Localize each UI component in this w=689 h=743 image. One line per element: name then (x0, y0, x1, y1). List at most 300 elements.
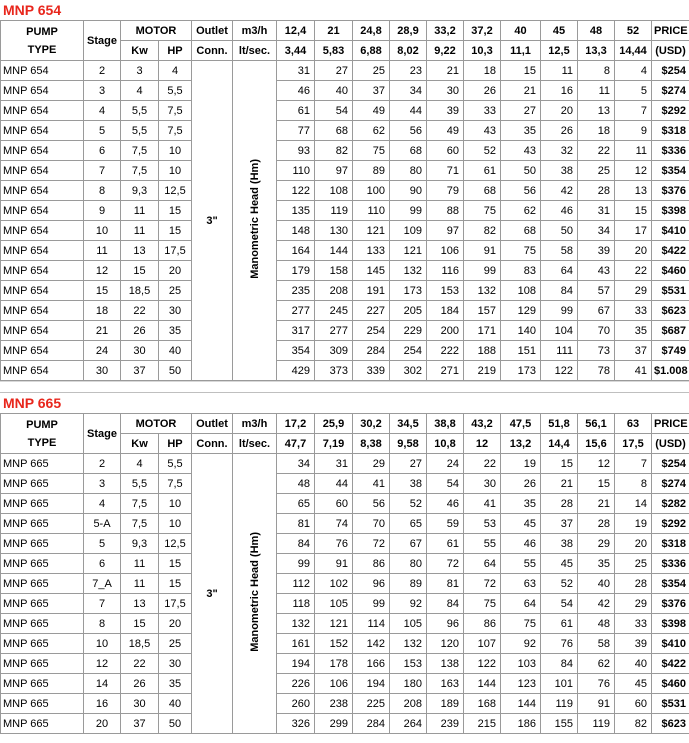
table-row (1, 634, 689, 654)
price-cell: $274 (652, 474, 689, 494)
head-value: 186 (501, 714, 541, 734)
head-value: 184 (427, 301, 464, 321)
table-row (1, 594, 689, 614)
stage-cell: 21 (84, 321, 121, 341)
manometric-head-cell (233, 454, 277, 734)
head-value: 111 (541, 341, 578, 361)
kw-cell: 4 (121, 81, 159, 101)
stage-cell: 16 (84, 694, 121, 714)
head-value: 99 (277, 554, 315, 574)
head-value: 215 (464, 714, 501, 734)
table-row (1, 141, 689, 161)
flow-m3h-value: 63 (615, 414, 652, 434)
table-row (1, 121, 689, 141)
motor-header: MOTOR (121, 21, 192, 41)
head-value: 120 (427, 634, 464, 654)
head-value: 99 (390, 201, 427, 221)
stage-cell: 18 (84, 301, 121, 321)
stage-cell: 3 (84, 474, 121, 494)
stage-cell: 15 (84, 281, 121, 301)
head-value: 39 (578, 241, 615, 261)
stage-cell: 2 (84, 61, 121, 81)
head-value: 108 (315, 181, 353, 201)
head-value: 61 (464, 161, 501, 181)
stage-cell: 11 (84, 241, 121, 261)
head-value: 7 (615, 454, 652, 474)
model-cell: MNP 665 (1, 554, 84, 574)
head-value: 25 (578, 161, 615, 181)
head-value: 22 (615, 261, 652, 281)
table-row (1, 574, 689, 594)
price-cell: $460 (652, 674, 689, 694)
price-cell: $398 (652, 201, 689, 221)
hp-cell: 40 (159, 694, 192, 714)
hp-cell: 50 (159, 361, 192, 381)
head-value: 61 (427, 534, 464, 554)
head-value: 82 (464, 221, 501, 241)
head-value: 19 (615, 514, 652, 534)
price-cell: $354 (652, 574, 689, 594)
head-value: 50 (541, 221, 578, 241)
stage-cell: 6 (84, 141, 121, 161)
flow-m3h-value: 45 (541, 21, 578, 41)
stage-cell: 4 (84, 101, 121, 121)
model-cell: MNP 665 (1, 474, 84, 494)
flow-m3h-value: 21 (315, 21, 353, 41)
table-row (1, 534, 689, 554)
head-value: 26 (541, 121, 578, 141)
head-value: 58 (578, 634, 615, 654)
kw-cell: 5,5 (121, 474, 159, 494)
header-row-1 (1, 21, 689, 41)
model-cell: MNP 665 (1, 514, 84, 534)
head-value: 132 (390, 261, 427, 281)
head-value: 8 (615, 474, 652, 494)
model-cell: MNP 665 (1, 574, 84, 594)
section-title: MNP 665 (3, 395, 62, 411)
head-value: 161 (277, 634, 315, 654)
flow-lts-value: 9,22 (427, 41, 464, 61)
kw-cell: 37 (121, 361, 159, 381)
kw-cell: 11 (121, 554, 159, 574)
model-cell: MNP 654 (1, 61, 84, 81)
head-value: 13 (615, 181, 652, 201)
hp-cell: 5,5 (159, 81, 192, 101)
price-cell: $531 (652, 281, 689, 301)
price-cell: $422 (652, 654, 689, 674)
head-value: 15 (541, 454, 578, 474)
head-value: 284 (353, 714, 390, 734)
head-value: 68 (390, 141, 427, 161)
head-value: 84 (277, 534, 315, 554)
head-value: 153 (390, 654, 427, 674)
head-value: 52 (390, 494, 427, 514)
manometric-head-label: Manometric Head (Hm) (248, 532, 261, 652)
head-value: 34 (578, 221, 615, 241)
price-cell: $460 (652, 261, 689, 281)
stage-cell: 2 (84, 454, 121, 474)
head-value: 132 (277, 614, 315, 634)
stage-cell: 14 (84, 674, 121, 694)
head-value: 18 (464, 61, 501, 81)
head-value: 35 (501, 494, 541, 514)
head-value: 277 (277, 301, 315, 321)
flow-m3h-value: 38,8 (427, 414, 464, 434)
head-value: 28 (578, 181, 615, 201)
head-value: 74 (315, 514, 353, 534)
head-value: 55 (501, 554, 541, 574)
flow-m3h-value: 30,2 (353, 414, 390, 434)
flow-m3h-value: 40 (501, 21, 541, 41)
table-row (1, 241, 689, 261)
hp-cell: 4 (159, 61, 192, 81)
head-value: 226 (277, 674, 315, 694)
head-value: 191 (353, 281, 390, 301)
head-value: 145 (353, 261, 390, 281)
head-value: 158 (315, 261, 353, 281)
model-cell: MNP 654 (1, 201, 84, 221)
table-row (1, 61, 689, 81)
outlet-value: 3" (192, 454, 233, 734)
stage-cell: 5 (84, 534, 121, 554)
head-value: 35 (578, 554, 615, 574)
kw-cell: 18,5 (121, 634, 159, 654)
head-value: 11 (615, 141, 652, 161)
head-value: 75 (501, 241, 541, 261)
flow-lts-value: 14,44 (615, 41, 652, 61)
table-row (1, 261, 689, 281)
head-value: 144 (315, 241, 353, 261)
kw-cell: 7,5 (121, 141, 159, 161)
head-value: 245 (315, 301, 353, 321)
head-value: 238 (315, 694, 353, 714)
table-row (1, 614, 689, 634)
head-value: 20 (615, 241, 652, 261)
head-value: 37 (615, 341, 652, 361)
head-value: 5 (615, 81, 652, 101)
head-value: 101 (541, 674, 578, 694)
head-value: 227 (353, 301, 390, 321)
flow-m3h-value: 47,5 (501, 414, 541, 434)
head-value: 30 (464, 474, 501, 494)
head-value: 40 (615, 654, 652, 674)
hp-cell: 50 (159, 714, 192, 734)
head-value: 92 (501, 634, 541, 654)
head-value: 60 (315, 494, 353, 514)
head-value: 144 (464, 674, 501, 694)
model-cell: MNP 665 (1, 634, 84, 654)
head-value: 119 (315, 201, 353, 221)
head-value: 46 (277, 81, 315, 101)
head-value: 52 (464, 141, 501, 161)
hp-cell: 30 (159, 301, 192, 321)
head-value: 64 (464, 554, 501, 574)
table-row (1, 694, 689, 714)
table-row (1, 161, 689, 181)
head-value: 4 (615, 61, 652, 81)
table-row (1, 101, 689, 121)
head-value: 89 (390, 574, 427, 594)
head-value: 26 (464, 81, 501, 101)
flow-m3h-value: 34,5 (390, 414, 427, 434)
head-value: 152 (315, 634, 353, 654)
head-value: 21 (501, 81, 541, 101)
head-value: 64 (541, 261, 578, 281)
head-value: 16 (541, 81, 578, 101)
flow-m3h-value: 43,2 (464, 414, 501, 434)
head-value: 178 (315, 654, 353, 674)
table-row (1, 361, 689, 381)
head-value: 80 (390, 161, 427, 181)
head-value: 121 (315, 614, 353, 634)
flow-lts-value: 13,3 (578, 41, 615, 61)
kw-cell: 30 (121, 341, 159, 361)
head-value: 219 (464, 361, 501, 381)
head-value: 70 (578, 321, 615, 341)
head-value: 76 (541, 634, 578, 654)
stage-cell: 12 (84, 654, 121, 674)
model-cell: MNP 654 (1, 141, 84, 161)
hp-cell: 17,5 (159, 594, 192, 614)
section-spacer (0, 381, 689, 393)
hp-cell: 10 (159, 141, 192, 161)
head-value: 208 (390, 694, 427, 714)
head-value: 122 (277, 181, 315, 201)
hp-header: HP (159, 434, 192, 454)
head-value: 82 (615, 714, 652, 734)
head-value: 30 (427, 81, 464, 101)
kw-cell: 5,5 (121, 121, 159, 141)
flow-lts-value: 13,2 (501, 434, 541, 454)
model-cell: MNP 665 (1, 454, 84, 474)
head-value: 13 (578, 101, 615, 121)
head-value: 22 (464, 454, 501, 474)
stage-cell: 7 (84, 594, 121, 614)
price-cell: $687 (652, 321, 689, 341)
flow-m3h-value: 52 (615, 21, 652, 41)
head-value: 271 (427, 361, 464, 381)
head-value: 96 (353, 574, 390, 594)
stage-cell: 10 (84, 221, 121, 241)
head-value: 19 (501, 454, 541, 474)
head-value: 171 (464, 321, 501, 341)
price-cell: $318 (652, 121, 689, 141)
head-value: 48 (277, 474, 315, 494)
head-value: 112 (277, 574, 315, 594)
head-value: 29 (615, 594, 652, 614)
head-value: 31 (277, 61, 315, 81)
head-value: 71 (427, 161, 464, 181)
head-value: 118 (277, 594, 315, 614)
kw-cell: 15 (121, 614, 159, 634)
section-title: MNP 654 (3, 2, 62, 18)
head-value: 38 (541, 534, 578, 554)
head-value: 21 (578, 494, 615, 514)
head-value: 23 (390, 61, 427, 81)
head-value: 133 (353, 241, 390, 261)
stage-cell: 30 (84, 361, 121, 381)
head-value: 65 (390, 514, 427, 534)
kw-cell: 7,5 (121, 514, 159, 534)
flow-lts-value: 7,19 (315, 434, 353, 454)
kw-cell: 11 (121, 221, 159, 241)
table-row (1, 281, 689, 301)
head-value: 33 (615, 614, 652, 634)
head-value: 116 (427, 261, 464, 281)
hp-cell: 5,5 (159, 454, 192, 474)
head-value: 56 (353, 494, 390, 514)
pump-type-header (1, 21, 84, 61)
head-value: 27 (315, 61, 353, 81)
table-row (1, 494, 689, 514)
head-value: 60 (427, 141, 464, 161)
head-value: 81 (277, 514, 315, 534)
stage-header: Stage (84, 21, 121, 61)
kw-cell: 22 (121, 301, 159, 321)
flow-lts-value: 6,88 (353, 41, 390, 61)
currency-header: (USD) (652, 434, 689, 454)
stage-cell: 24 (84, 341, 121, 361)
table-row (1, 321, 689, 341)
head-value: 89 (353, 161, 390, 181)
head-value: 81 (427, 574, 464, 594)
stage-cell: 6 (84, 554, 121, 574)
head-value: 62 (353, 121, 390, 141)
price-cell: $336 (652, 141, 689, 161)
head-value: 155 (541, 714, 578, 734)
head-value: 18 (578, 121, 615, 141)
price-cell: $292 (652, 101, 689, 121)
head-value: 104 (541, 321, 578, 341)
flow-m3h-value: 28,9 (390, 21, 427, 41)
head-value: 235 (277, 281, 315, 301)
head-value: 164 (277, 241, 315, 261)
head-value: 80 (390, 554, 427, 574)
kw-cell: 18,5 (121, 281, 159, 301)
head-value: 173 (501, 361, 541, 381)
head-value: 97 (427, 221, 464, 241)
head-value: 132 (464, 281, 501, 301)
flow-lts-value: 15,6 (578, 434, 615, 454)
hp-cell: 15 (159, 554, 192, 574)
head-value: 9 (615, 121, 652, 141)
head-value: 32 (541, 141, 578, 161)
model-cell: MNP 654 (1, 301, 84, 321)
head-value: 99 (464, 261, 501, 281)
model-cell: MNP 654 (1, 321, 84, 341)
head-value: 37 (541, 514, 578, 534)
head-value: 99 (353, 594, 390, 614)
head-value: 100 (353, 181, 390, 201)
head-value: 45 (615, 674, 652, 694)
head-value: 53 (464, 514, 501, 534)
kw-cell: 11 (121, 201, 159, 221)
price-cell: $292 (652, 514, 689, 534)
lts-header: lt/sec. (233, 41, 277, 61)
head-value: 20 (541, 101, 578, 121)
head-value: 72 (464, 574, 501, 594)
kw-header: Kw (121, 41, 159, 61)
head-value: 28 (615, 574, 652, 594)
head-value: 52 (541, 574, 578, 594)
head-value: 41 (464, 494, 501, 514)
head-value: 86 (464, 614, 501, 634)
stage-cell: 10 (84, 634, 121, 654)
head-value: 132 (390, 634, 427, 654)
stage-cell: 7 (84, 161, 121, 181)
price-cell: $398 (652, 614, 689, 634)
flow-m3h-value: 12,4 (277, 21, 315, 41)
head-value: 33 (615, 301, 652, 321)
head-value: 25 (615, 554, 652, 574)
head-value: 62 (501, 201, 541, 221)
flow-lts-value: 5,83 (315, 41, 353, 61)
head-value: 27 (501, 101, 541, 121)
kw-cell: 5,5 (121, 101, 159, 121)
table-row (1, 674, 689, 694)
price-header: PRICE (652, 21, 689, 41)
flow-m3h-value: 25,9 (315, 414, 353, 434)
head-value: 26 (501, 474, 541, 494)
head-value: 114 (353, 614, 390, 634)
hp-cell: 20 (159, 614, 192, 634)
table-row (1, 81, 689, 101)
model-cell: MNP 665 (1, 694, 84, 714)
head-value: 75 (353, 141, 390, 161)
head-value: 31 (578, 201, 615, 221)
head-value: 8 (578, 61, 615, 81)
model-cell: MNP 654 (1, 101, 84, 121)
model-cell: MNP 654 (1, 281, 84, 301)
head-value: 129 (501, 301, 541, 321)
head-value: 166 (353, 654, 390, 674)
kw-cell: 30 (121, 694, 159, 714)
kw-cell: 9,3 (121, 534, 159, 554)
head-value: 54 (427, 474, 464, 494)
hp-cell: 15 (159, 221, 192, 241)
head-value: 54 (541, 594, 578, 614)
head-value: 135 (277, 201, 315, 221)
head-value: 73 (578, 341, 615, 361)
stage-cell: 20 (84, 714, 121, 734)
head-value: 91 (315, 554, 353, 574)
hp-cell: 25 (159, 281, 192, 301)
head-value: 37 (353, 81, 390, 101)
head-value: 35 (501, 121, 541, 141)
model-cell: MNP 665 (1, 674, 84, 694)
price-cell: $410 (652, 221, 689, 241)
kw-cell: 13 (121, 594, 159, 614)
head-value: 43 (578, 261, 615, 281)
head-value: 110 (353, 201, 390, 221)
hp-cell: 12,5 (159, 181, 192, 201)
head-value: 43 (464, 121, 501, 141)
head-value: 38 (390, 474, 427, 494)
head-value: 46 (427, 494, 464, 514)
kw-cell: 4 (121, 454, 159, 474)
head-value: 17 (615, 221, 652, 241)
head-value: 57 (578, 281, 615, 301)
price-cell: $623 (652, 714, 689, 734)
head-value: 91 (464, 241, 501, 261)
m3h-header: m3/h (233, 414, 277, 434)
head-value: 21 (427, 61, 464, 81)
head-value: 284 (353, 341, 390, 361)
table-row (1, 554, 689, 574)
head-value: 90 (390, 181, 427, 201)
head-value: 75 (501, 614, 541, 634)
price-cell: $410 (652, 634, 689, 654)
